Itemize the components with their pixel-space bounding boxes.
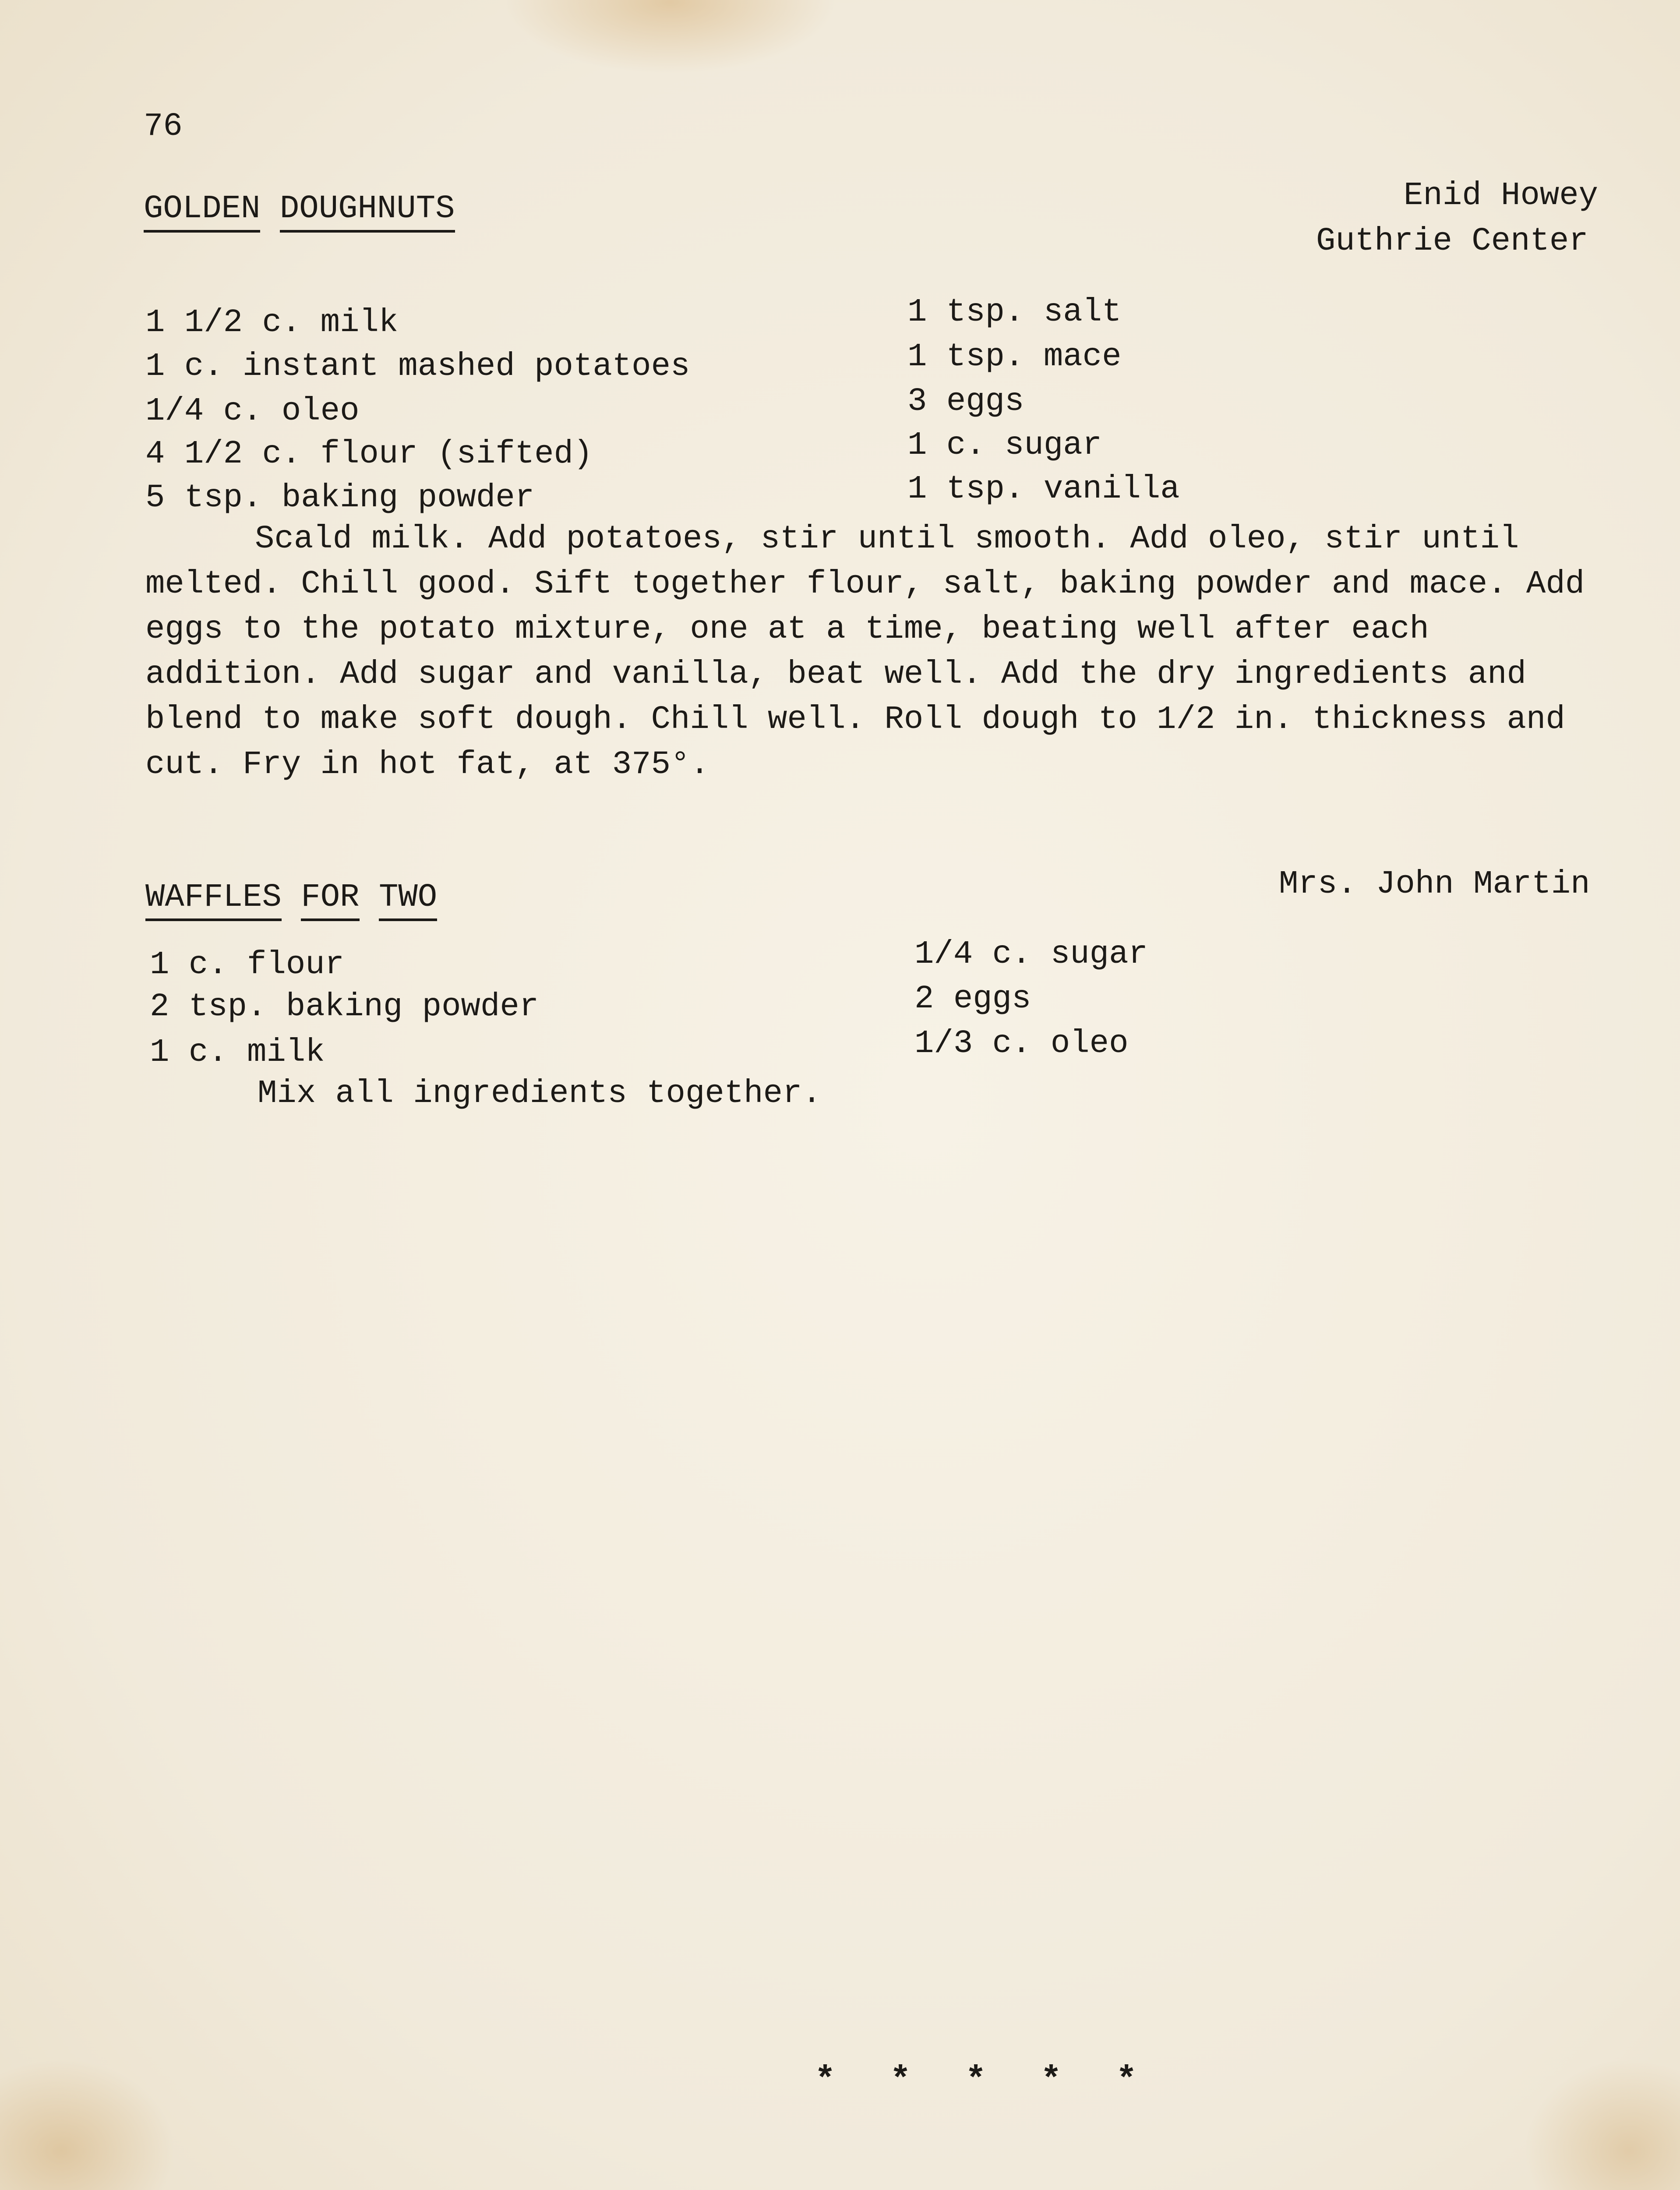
ingredient: 1 tsp. salt <box>907 294 1122 331</box>
end-mark: * * * * * <box>815 2061 1154 2101</box>
title-word: TWO <box>379 879 437 921</box>
page-number: 76 <box>144 108 183 145</box>
ingredient: 1 c. instant mashed potatoes <box>145 348 690 385</box>
ingredient: 2 tsp. baking powder <box>150 989 539 1025</box>
title-word: GOLDEN <box>144 191 260 233</box>
stain <box>1524 2059 1680 2190</box>
stain <box>504 0 836 74</box>
recipe-title <box>145 881 437 914</box>
ingredient: 1 c. milk <box>150 1034 325 1071</box>
recipe-location: Guthrie Center <box>1316 223 1588 260</box>
ingredient: 1/4 c. sugar <box>914 936 1148 973</box>
recipe-directions: Mix all ingredients together. <box>258 1075 822 1112</box>
ingredient: 1/4 c. oleo <box>145 393 360 430</box>
title-word: DOUGHNUTS <box>280 191 455 233</box>
ingredient: 1 c. sugar <box>907 427 1102 464</box>
ingredient: 5 tsp. baking powder <box>145 480 535 516</box>
ingredient: 1 tsp. mace <box>907 339 1122 375</box>
recipe-directions: Scald milk. Add potatoes, stir until smooth. Add oleo, stir until melted. Chill good. Sift together flour, salt, baking powder and mace. Add eggs to the potato mixture, one at a time, beating well after each addition. Add sugar and vanilla, beat well. Add the dry ingredients and blend to make soft dough. Chill well. Roll dough to 1/2 in. thickness and cut. Fry in hot fat, at 375°. <box>145 521 1585 783</box>
ingredient: 4 1/2 c. flour (sifted) <box>145 436 593 473</box>
recipe-contributor: Mrs. John Martin <box>1279 866 1590 903</box>
ingredient: 3 eggs <box>907 383 1024 420</box>
recipe-title <box>144 193 455 225</box>
ingredient: 1 tsp. vanilla <box>907 471 1180 508</box>
title-word: WAFFLES <box>145 879 282 921</box>
ingredient: 1/3 c. oleo <box>914 1025 1129 1062</box>
title-word: FOR <box>301 879 359 921</box>
ingredient: 2 eggs <box>914 981 1031 1017</box>
ingredient: 1 1/2 c. milk <box>145 304 399 341</box>
recipe-contributor: Enid Howey <box>1404 177 1599 214</box>
stain <box>0 2059 175 2190</box>
ingredient: 1 c. flour <box>150 947 345 983</box>
